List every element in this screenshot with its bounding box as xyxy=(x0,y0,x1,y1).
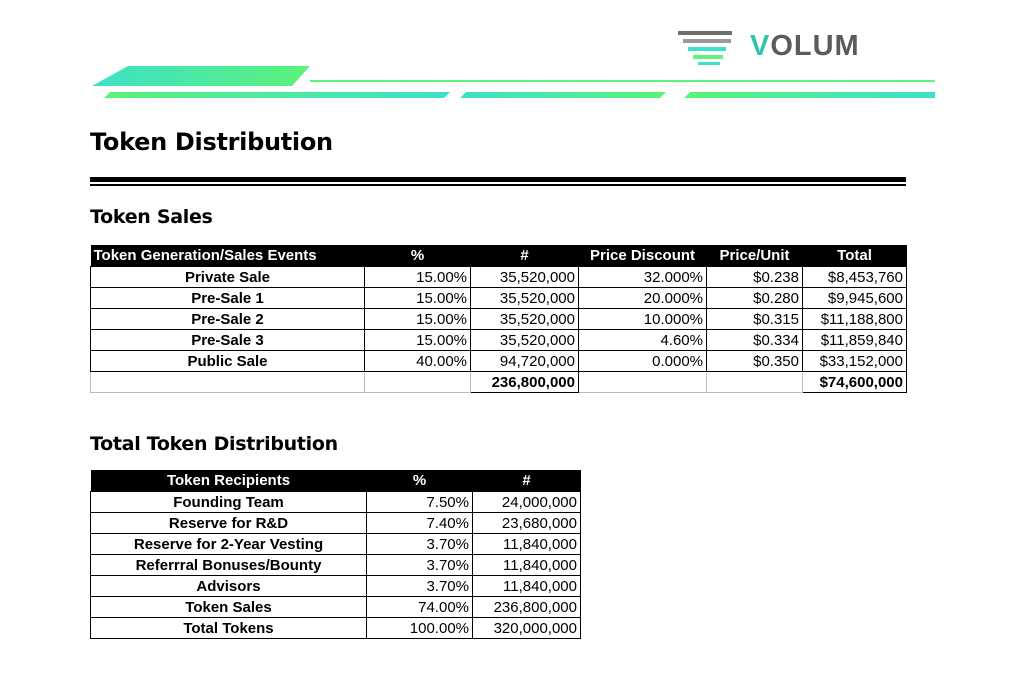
total-cell: $8,453,760 xyxy=(803,267,907,288)
recipient-name: Reserve for R&D xyxy=(91,513,367,534)
empty-cell xyxy=(707,372,803,393)
count-cell: 11,840,000 xyxy=(473,576,581,597)
count-cell: 35,520,000 xyxy=(471,309,579,330)
page-title: Token Distribution xyxy=(90,128,333,156)
table-row xyxy=(91,309,907,330)
percent-cell: 15.00% xyxy=(365,288,471,309)
count-cell: 23,680,000 xyxy=(473,513,581,534)
count-cell: 35,520,000 xyxy=(471,267,579,288)
table-row xyxy=(91,618,581,639)
recipient-name: Founding Team xyxy=(91,492,367,513)
token-sales-table xyxy=(90,245,907,393)
percent-cell: 74.00% xyxy=(367,597,473,618)
percent-cell: 3.70% xyxy=(367,576,473,597)
percent-cell: 15.00% xyxy=(365,330,471,351)
table-row xyxy=(91,351,907,372)
total-cell: $11,188,800 xyxy=(803,309,907,330)
discount-cell: 4.60% xyxy=(579,330,707,351)
empty-cell xyxy=(579,372,707,393)
token-sales-heading: Token Sales xyxy=(90,206,213,228)
table-header-row xyxy=(91,470,581,492)
recipient-name: Reserve for 2-Year Vesting xyxy=(91,534,367,555)
title-divider xyxy=(90,177,906,182)
price-cell: $0.280 xyxy=(707,288,803,309)
discount-cell: 0.000% xyxy=(579,351,707,372)
percent-cell: 100.00% xyxy=(367,618,473,639)
percent-cell: 7.40% xyxy=(367,513,473,534)
header-stripes xyxy=(0,0,1013,110)
column-header: # xyxy=(471,245,579,267)
count-cell: 94,720,000 xyxy=(471,351,579,372)
count-cell: 24,000,000 xyxy=(473,492,581,513)
column-header: Token Recipients xyxy=(91,470,367,492)
event-name: Pre-Sale 2 xyxy=(91,309,365,330)
column-header: Token Generation/Sales Events xyxy=(91,245,365,267)
count-cell: 35,520,000 xyxy=(471,288,579,309)
column-header: Price/Unit xyxy=(707,245,803,267)
column-header: Total xyxy=(803,245,907,267)
table-row xyxy=(91,513,581,534)
percent-cell: 15.00% xyxy=(365,267,471,288)
table-row xyxy=(91,534,581,555)
discount-cell: 10.000% xyxy=(579,309,707,330)
column-header: % xyxy=(367,470,473,492)
column-header: # xyxy=(473,470,581,492)
event-name: Pre-Sale 3 xyxy=(91,330,365,351)
total-value: $74,600,000 xyxy=(803,372,907,393)
percent-cell: 7.50% xyxy=(367,492,473,513)
count-cell: 236,800,000 xyxy=(473,597,581,618)
table-row xyxy=(91,492,581,513)
event-name: Pre-Sale 1 xyxy=(91,288,365,309)
total-cell: $11,859,840 xyxy=(803,330,907,351)
discount-cell: 20.000% xyxy=(579,288,707,309)
logo-lines-icon xyxy=(678,31,732,65)
table-header-row xyxy=(91,245,907,267)
total-cell: $9,945,600 xyxy=(803,288,907,309)
percent-cell: 3.70% xyxy=(367,555,473,576)
total-count: 236,800,000 xyxy=(471,372,579,393)
percent-cell: 3.70% xyxy=(367,534,473,555)
price-cell: $0.238 xyxy=(707,267,803,288)
table-row xyxy=(91,597,581,618)
event-name: Private Sale xyxy=(91,267,365,288)
count-cell: 35,520,000 xyxy=(471,330,579,351)
discount-cell: 32.000% xyxy=(579,267,707,288)
empty-cell xyxy=(91,372,365,393)
event-name: Public Sale xyxy=(91,351,365,372)
percent-cell: 15.00% xyxy=(365,309,471,330)
recipient-name: Token Sales xyxy=(91,597,367,618)
column-header: Price Discount xyxy=(579,245,707,267)
total-cell: $33,152,000 xyxy=(803,351,907,372)
count-cell: 11,840,000 xyxy=(473,555,581,576)
price-cell: $0.350 xyxy=(707,351,803,372)
token-distribution-table xyxy=(90,470,581,639)
recipient-name: Total Tokens xyxy=(91,618,367,639)
column-header: % xyxy=(365,245,471,267)
distribution-heading: Total Token Distribution xyxy=(90,433,338,455)
empty-cell xyxy=(365,372,471,393)
recipient-name: Referrral Bonuses/Bounty xyxy=(91,555,367,576)
count-cell: 320,000,000 xyxy=(473,618,581,639)
price-cell: $0.334 xyxy=(707,330,803,351)
count-cell: 11,840,000 xyxy=(473,534,581,555)
totals-row xyxy=(91,372,907,393)
percent-cell: 40.00% xyxy=(365,351,471,372)
title-divider-thin xyxy=(90,184,906,186)
table-row xyxy=(91,555,581,576)
table-row xyxy=(91,288,907,309)
recipient-name: Advisors xyxy=(91,576,367,597)
brand-logo: VOLUM xyxy=(750,30,860,62)
table-row xyxy=(91,267,907,288)
table-row xyxy=(91,576,581,597)
price-cell: $0.315 xyxy=(707,309,803,330)
table-row xyxy=(91,330,907,351)
